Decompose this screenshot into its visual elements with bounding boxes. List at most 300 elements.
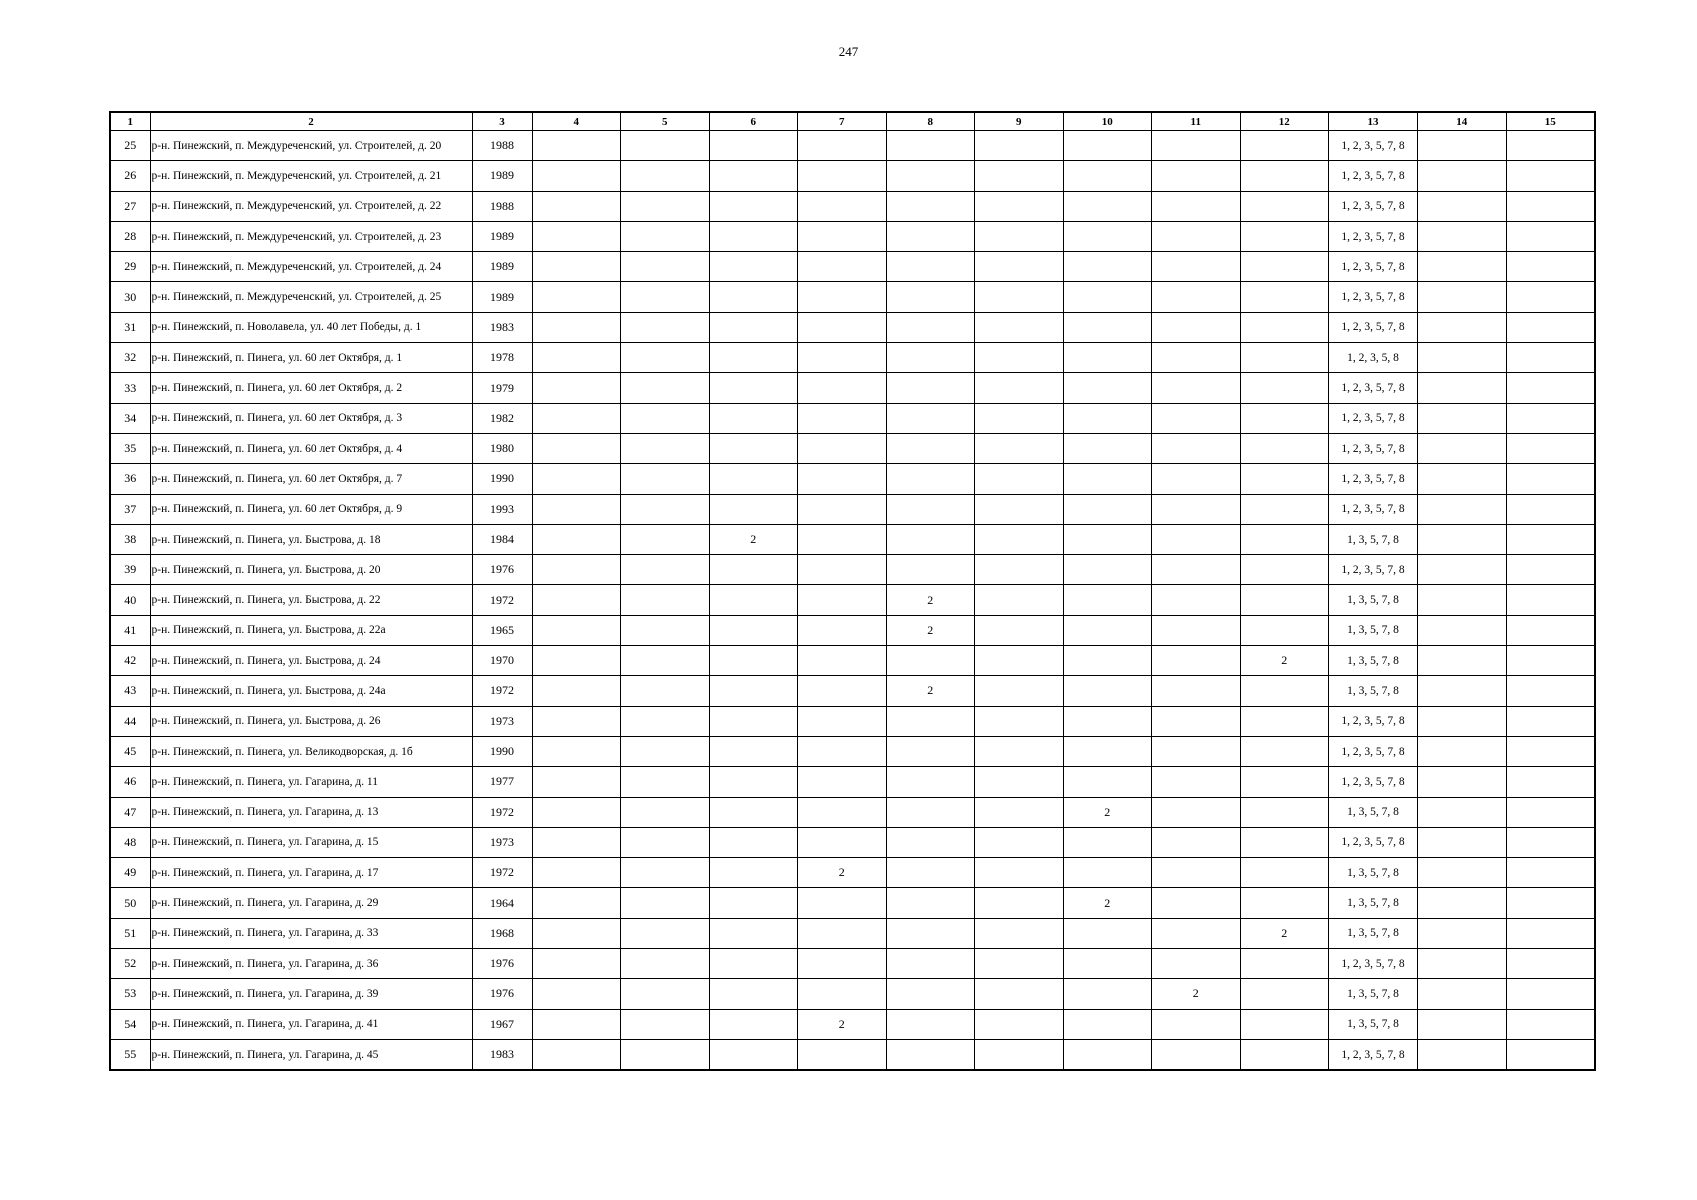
table-cell-col-5 (621, 555, 710, 585)
table-cell-col-14 (1418, 161, 1507, 191)
table-cell-col-5 (621, 797, 710, 827)
table-cell-col-2: р-н. Пинежский, п. Пинега, ул. Великодворская, д. 1б (150, 736, 472, 766)
table-cell-col-2: р-н. Пинежский, п. Междуреченский, ул. Строителей, д. 25 (150, 282, 472, 312)
table-cell-col-9 (975, 191, 1064, 221)
table-cell-col-7 (798, 373, 887, 403)
table-cell-col-13: 1, 3, 5, 7, 8 (1329, 1009, 1418, 1039)
table-cell-col-7 (798, 797, 887, 827)
table-cell-col-6 (709, 949, 798, 979)
table-cell-col-10 (1063, 403, 1152, 433)
table-cell-col-12: 2 (1240, 918, 1329, 948)
table-cell-col-2: р-н. Пинежский, п. Междуреченский, ул. Строителей, д. 22 (150, 191, 472, 221)
table-cell-col-7 (798, 464, 887, 494)
table-cell-col-7 (798, 131, 887, 161)
table-cell-col-12 (1240, 555, 1329, 585)
table-cell-col-15 (1506, 131, 1595, 161)
table-cell-col-10: 2 (1063, 797, 1152, 827)
table-cell-col-1: 49 (110, 858, 150, 888)
column-header-2: 2 (150, 112, 472, 131)
table-row (110, 131, 1595, 161)
table-cell-col-11 (1152, 191, 1241, 221)
table-cell-col-6 (709, 252, 798, 282)
table-cell-col-6 (709, 736, 798, 766)
table-body (110, 131, 1595, 1071)
table-row (110, 827, 1595, 857)
table-cell-col-12 (1240, 403, 1329, 433)
column-header-9: 9 (975, 112, 1064, 131)
table-cell-col-15 (1506, 585, 1595, 615)
table-cell-col-1: 41 (110, 615, 150, 645)
table-cell-col-7 (798, 524, 887, 554)
table-cell-col-7 (798, 736, 887, 766)
table-cell-col-2: р-н. Пинежский, п. Междуреченский, ул. Строителей, д. 21 (150, 161, 472, 191)
table-cell-col-2: р-н. Пинежский, п. Пинега, ул. Гагарина, д. 41 (150, 1009, 472, 1039)
table-cell-col-15 (1506, 888, 1595, 918)
table-cell-col-2: р-н. Пинежский, п. Пинега, ул. Быстрова, д. 24 (150, 646, 472, 676)
table-cell-col-8 (886, 373, 975, 403)
table-cell-col-3: 1988 (472, 191, 532, 221)
table-row (110, 221, 1595, 251)
table-cell-col-15 (1506, 767, 1595, 797)
table-cell-col-12 (1240, 585, 1329, 615)
table-cell-col-12 (1240, 373, 1329, 403)
table-cell-col-10 (1063, 161, 1152, 191)
table-cell-col-12 (1240, 433, 1329, 463)
column-header-11: 11 (1152, 112, 1241, 131)
table-cell-col-15 (1506, 494, 1595, 524)
table-cell-col-6 (709, 676, 798, 706)
table-cell-col-1: 34 (110, 403, 150, 433)
table-cell-col-8 (886, 282, 975, 312)
table-cell-col-13: 1, 2, 3, 5, 8 (1329, 343, 1418, 373)
table-cell-col-6 (709, 343, 798, 373)
table-cell-col-9 (975, 706, 1064, 736)
table-cell-col-10: 2 (1063, 888, 1152, 918)
table-row (110, 888, 1595, 918)
table-cell-col-7 (798, 888, 887, 918)
table-cell-col-8 (886, 433, 975, 463)
table-cell-col-8 (886, 1039, 975, 1070)
table-cell-col-2: р-н. Пинежский, п. Пинега, ул. Гагарина, д. 17 (150, 858, 472, 888)
table-cell-col-13: 1, 3, 5, 7, 8 (1329, 858, 1418, 888)
table-cell-col-3: 1982 (472, 403, 532, 433)
table-cell-col-10 (1063, 131, 1152, 161)
table-cell-col-12 (1240, 161, 1329, 191)
table-row (110, 1039, 1595, 1070)
table-cell-col-9 (975, 949, 1064, 979)
table-cell-col-4 (532, 161, 621, 191)
table-cell-col-4 (532, 827, 621, 857)
table-cell-col-4 (532, 433, 621, 463)
table-row (110, 312, 1595, 342)
table-cell-col-4 (532, 767, 621, 797)
table-cell-col-4 (532, 191, 621, 221)
column-header-8: 8 (886, 112, 975, 131)
table-cell-col-6 (709, 464, 798, 494)
table-cell-col-3: 1979 (472, 373, 532, 403)
table-cell-col-14 (1418, 1039, 1507, 1070)
table-row (110, 1009, 1595, 1039)
table-cell-col-13: 1, 2, 3, 5, 7, 8 (1329, 282, 1418, 312)
table-cell-col-10 (1063, 373, 1152, 403)
table-cell-col-9 (975, 555, 1064, 585)
table-cell-col-6 (709, 1009, 798, 1039)
table-cell-col-1: 27 (110, 191, 150, 221)
table-cell-col-13: 1, 3, 5, 7, 8 (1329, 524, 1418, 554)
table-cell-col-8 (886, 949, 975, 979)
table-cell-col-11 (1152, 585, 1241, 615)
table-cell-col-5 (621, 888, 710, 918)
page-number: 247 (838, 44, 859, 59)
table-cell-col-11 (1152, 555, 1241, 585)
table-cell-col-7 (798, 827, 887, 857)
table-cell-col-9 (975, 312, 1064, 342)
table-cell-col-1: 36 (110, 464, 150, 494)
table-cell-col-10 (1063, 706, 1152, 736)
table-cell-col-2: р-н. Пинежский, п. Новолавела, ул. 40 лет Победы, д. 1 (150, 312, 472, 342)
table-cell-col-15 (1506, 949, 1595, 979)
table-cell-col-1: 51 (110, 918, 150, 948)
table-cell-col-11 (1152, 252, 1241, 282)
table-cell-col-6 (709, 221, 798, 251)
table-cell-col-13: 1, 2, 3, 5, 7, 8 (1329, 827, 1418, 857)
table-row (110, 464, 1595, 494)
table-cell-col-13: 1, 3, 5, 7, 8 (1329, 797, 1418, 827)
table-cell-col-4 (532, 676, 621, 706)
table-cell-col-1: 37 (110, 494, 150, 524)
table-cell-col-1: 31 (110, 312, 150, 342)
table-cell-col-14 (1418, 888, 1507, 918)
column-header-14: 14 (1418, 112, 1507, 131)
table-cell-col-13: 1, 2, 3, 5, 7, 8 (1329, 221, 1418, 251)
table-cell-col-15 (1506, 797, 1595, 827)
table-cell-col-5 (621, 524, 710, 554)
table-cell-col-11 (1152, 767, 1241, 797)
table-cell-col-14 (1418, 433, 1507, 463)
table-cell-col-5 (621, 736, 710, 766)
table-cell-col-8 (886, 524, 975, 554)
table-cell-col-11: 2 (1152, 979, 1241, 1009)
table-cell-col-6 (709, 373, 798, 403)
table-cell-col-9 (975, 1009, 1064, 1039)
table-cell-col-12 (1240, 343, 1329, 373)
table-cell-col-15 (1506, 1039, 1595, 1070)
table-cell-col-4 (532, 282, 621, 312)
table-cell-col-3: 1984 (472, 524, 532, 554)
table-cell-col-3: 1965 (472, 615, 532, 645)
table-cell-col-10 (1063, 524, 1152, 554)
table-cell-col-9 (975, 888, 1064, 918)
table-cell-col-14 (1418, 403, 1507, 433)
table-cell-col-11 (1152, 949, 1241, 979)
table-cell-col-1: 46 (110, 767, 150, 797)
housing-registry-table (109, 111, 1596, 1071)
table-cell-col-14 (1418, 494, 1507, 524)
table-cell-col-2: р-н. Пинежский, п. Пинега, ул. Быстрова, д. 26 (150, 706, 472, 736)
table-cell-col-12 (1240, 949, 1329, 979)
table-cell-col-15 (1506, 555, 1595, 585)
table-cell-col-10 (1063, 191, 1152, 221)
column-header-4: 4 (532, 112, 621, 131)
table-cell-col-10 (1063, 827, 1152, 857)
table-cell-col-1: 28 (110, 221, 150, 251)
table-cell-col-10 (1063, 1039, 1152, 1070)
table-cell-col-13: 1, 2, 3, 5, 7, 8 (1329, 312, 1418, 342)
table-cell-col-1: 35 (110, 433, 150, 463)
table-cell-col-7 (798, 979, 887, 1009)
table-cell-col-3: 1990 (472, 464, 532, 494)
table-cell-col-3: 1972 (472, 797, 532, 827)
table-cell-col-8 (886, 888, 975, 918)
table-cell-col-11 (1152, 646, 1241, 676)
table-cell-col-12 (1240, 888, 1329, 918)
table-cell-col-15 (1506, 524, 1595, 554)
table-cell-col-9 (975, 646, 1064, 676)
table-row (110, 918, 1595, 948)
table-cell-col-11 (1152, 615, 1241, 645)
table-cell-col-12 (1240, 221, 1329, 251)
table-cell-col-11 (1152, 827, 1241, 857)
table-cell-col-1: 54 (110, 1009, 150, 1039)
table-cell-col-1: 26 (110, 161, 150, 191)
table-cell-col-6 (709, 918, 798, 948)
table-cell-col-9 (975, 736, 1064, 766)
column-header-5: 5 (621, 112, 710, 131)
table-cell-col-1: 53 (110, 979, 150, 1009)
column-header-15: 15 (1506, 112, 1595, 131)
table-cell-col-6 (709, 403, 798, 433)
table-cell-col-4 (532, 403, 621, 433)
table-cell-col-1: 48 (110, 827, 150, 857)
column-header-6: 6 (709, 112, 798, 131)
table-cell-col-12 (1240, 858, 1329, 888)
table-cell-col-11 (1152, 736, 1241, 766)
column-header-7: 7 (798, 112, 887, 131)
table-row (110, 403, 1595, 433)
table-cell-col-11 (1152, 797, 1241, 827)
table-cell-col-14 (1418, 736, 1507, 766)
table-cell-col-9 (975, 1039, 1064, 1070)
table-cell-col-13: 1, 2, 3, 5, 7, 8 (1329, 706, 1418, 736)
table-cell-col-1: 38 (110, 524, 150, 554)
table-cell-col-5 (621, 918, 710, 948)
table-cell-col-14 (1418, 949, 1507, 979)
table-cell-col-5 (621, 676, 710, 706)
table-cell-col-11 (1152, 464, 1241, 494)
table-cell-col-13: 1, 2, 3, 5, 7, 8 (1329, 736, 1418, 766)
table-cell-col-14 (1418, 312, 1507, 342)
table-cell-col-8 (886, 161, 975, 191)
table-cell-col-8 (886, 858, 975, 888)
table-cell-col-4 (532, 312, 621, 342)
table-cell-col-5 (621, 858, 710, 888)
table-cell-col-9 (975, 343, 1064, 373)
table-cell-col-9 (975, 979, 1064, 1009)
table-cell-col-9 (975, 131, 1064, 161)
table-cell-col-15 (1506, 433, 1595, 463)
table-cell-col-6 (709, 646, 798, 676)
table-cell-col-2: р-н. Пинежский, п. Пинега, ул. Гагарина, д. 33 (150, 918, 472, 948)
table-cell-col-4 (532, 464, 621, 494)
table-cell-col-2: р-н. Пинежский, п. Пинега, ул. 60 лет Октября, д. 7 (150, 464, 472, 494)
table-cell-col-9 (975, 797, 1064, 827)
table-cell-col-2: р-н. Пинежский, п. Пинега, ул. Гагарина, д. 39 (150, 979, 472, 1009)
table-cell-col-3: 1990 (472, 736, 532, 766)
table-row (110, 191, 1595, 221)
table-cell-col-13: 1, 2, 3, 5, 7, 8 (1329, 1039, 1418, 1070)
table-cell-col-6 (709, 706, 798, 736)
table-cell-col-14 (1418, 464, 1507, 494)
table-cell-col-7 (798, 555, 887, 585)
table-cell-col-14 (1418, 343, 1507, 373)
table-cell-col-8 (886, 252, 975, 282)
table-cell-col-11 (1152, 312, 1241, 342)
table-cell-col-7 (798, 1039, 887, 1070)
table-cell-col-10 (1063, 615, 1152, 645)
table-cell-col-7 (798, 918, 887, 948)
table-cell-col-9 (975, 767, 1064, 797)
table-cell-col-2: р-н. Пинежский, п. Междуреченский, ул. Строителей, д. 23 (150, 221, 472, 251)
table-row (110, 282, 1595, 312)
table-cell-col-15 (1506, 312, 1595, 342)
table-cell-col-6 (709, 191, 798, 221)
table-cell-col-12 (1240, 615, 1329, 645)
table-row (110, 736, 1595, 766)
table-cell-col-3: 1993 (472, 494, 532, 524)
table-cell-col-9 (975, 282, 1064, 312)
table-cell-col-8 (886, 918, 975, 948)
table-cell-col-10 (1063, 433, 1152, 463)
table-cell-col-4 (532, 252, 621, 282)
table-cell-col-2: р-н. Пинежский, п. Пинега, ул. Быстрова, д. 22 (150, 585, 472, 615)
table-cell-col-6 (709, 555, 798, 585)
table-row (110, 646, 1595, 676)
table-cell-col-11 (1152, 1009, 1241, 1039)
table-cell-col-7 (798, 282, 887, 312)
table-cell-col-15 (1506, 191, 1595, 221)
table-cell-col-8 (886, 1009, 975, 1039)
table-cell-col-14 (1418, 524, 1507, 554)
table-cell-col-3: 1978 (472, 343, 532, 373)
table-cell-col-6 (709, 494, 798, 524)
table-row (110, 252, 1595, 282)
table-cell-col-7 (798, 221, 887, 251)
table-cell-col-2: р-н. Пинежский, п. Пинега, ул. Быстрова, д. 18 (150, 524, 472, 554)
table-cell-col-3: 1972 (472, 676, 532, 706)
table-cell-col-9 (975, 524, 1064, 554)
table-cell-col-15 (1506, 736, 1595, 766)
table-row (110, 343, 1595, 373)
table-cell-col-1: 40 (110, 585, 150, 615)
table-cell-col-8: 2 (886, 676, 975, 706)
table-cell-col-6 (709, 161, 798, 191)
table-cell-col-4 (532, 131, 621, 161)
table-cell-col-12 (1240, 191, 1329, 221)
table-cell-col-8: 2 (886, 585, 975, 615)
table-cell-col-13: 1, 3, 5, 7, 8 (1329, 646, 1418, 676)
table-cell-col-5 (621, 494, 710, 524)
table-cell-col-7 (798, 403, 887, 433)
table-cell-col-10 (1063, 585, 1152, 615)
table-cell-col-5 (621, 464, 710, 494)
table-cell-col-1: 44 (110, 706, 150, 736)
table-cell-col-7 (798, 433, 887, 463)
table-cell-col-9 (975, 615, 1064, 645)
table-cell-col-14 (1418, 221, 1507, 251)
table-row (110, 949, 1595, 979)
table-cell-col-12 (1240, 736, 1329, 766)
table-cell-col-15 (1506, 706, 1595, 736)
table-cell-col-10 (1063, 464, 1152, 494)
table-cell-col-2: р-н. Пинежский, п. Пинега, ул. Гагарина, д. 11 (150, 767, 472, 797)
table-cell-col-15 (1506, 373, 1595, 403)
table-cell-col-4 (532, 646, 621, 676)
table-cell-col-7 (798, 343, 887, 373)
table-cell-col-14 (1418, 252, 1507, 282)
table-cell-col-11 (1152, 706, 1241, 736)
table-cell-col-1: 30 (110, 282, 150, 312)
table-cell-col-11 (1152, 161, 1241, 191)
table-cell-col-4 (532, 585, 621, 615)
table-cell-col-7 (798, 312, 887, 342)
table-cell-col-15 (1506, 252, 1595, 282)
table-cell-col-11 (1152, 221, 1241, 251)
table-cell-col-3: 1968 (472, 918, 532, 948)
table-cell-col-10 (1063, 555, 1152, 585)
table-cell-col-1: 55 (110, 1039, 150, 1070)
table-cell-col-1: 52 (110, 949, 150, 979)
table-cell-col-15 (1506, 403, 1595, 433)
table-cell-col-6 (709, 615, 798, 645)
table-cell-col-5 (621, 827, 710, 857)
table-cell-col-15 (1506, 827, 1595, 857)
table-cell-col-7 (798, 949, 887, 979)
table-cell-col-8 (886, 312, 975, 342)
table-cell-col-7 (798, 252, 887, 282)
table-cell-col-13: 1, 2, 3, 5, 7, 8 (1329, 161, 1418, 191)
table-cell-col-8 (886, 827, 975, 857)
table-cell-col-6 (709, 1039, 798, 1070)
table-cell-col-15 (1506, 615, 1595, 645)
table-cell-col-4 (532, 979, 621, 1009)
table-cell-col-8 (886, 736, 975, 766)
table-cell-col-1: 47 (110, 797, 150, 827)
table-row (110, 706, 1595, 736)
table-cell-col-4 (532, 736, 621, 766)
table-cell-col-6 (709, 282, 798, 312)
table-cell-col-15 (1506, 646, 1595, 676)
table-cell-col-12 (1240, 312, 1329, 342)
table-cell-col-1: 33 (110, 373, 150, 403)
table-cell-col-3: 1988 (472, 131, 532, 161)
header-row (110, 112, 1595, 131)
table-cell-col-5 (621, 979, 710, 1009)
table-cell-col-9 (975, 252, 1064, 282)
table-cell-col-2: р-н. Пинежский, п. Междуреченский, ул. Строителей, д. 20 (150, 131, 472, 161)
table-cell-col-5 (621, 585, 710, 615)
table-cell-col-2: р-н. Пинежский, п. Пинега, ул. Гагарина, д. 13 (150, 797, 472, 827)
table-cell-col-14 (1418, 676, 1507, 706)
column-header-1: 1 (110, 112, 150, 131)
table-cell-col-1: 29 (110, 252, 150, 282)
table-cell-col-14 (1418, 706, 1507, 736)
table-cell-col-14 (1418, 918, 1507, 948)
table-cell-col-8 (886, 131, 975, 161)
table-cell-col-12 (1240, 706, 1329, 736)
table-cell-col-7 (798, 191, 887, 221)
table-cell-col-4 (532, 221, 621, 251)
table-cell-col-11 (1152, 433, 1241, 463)
